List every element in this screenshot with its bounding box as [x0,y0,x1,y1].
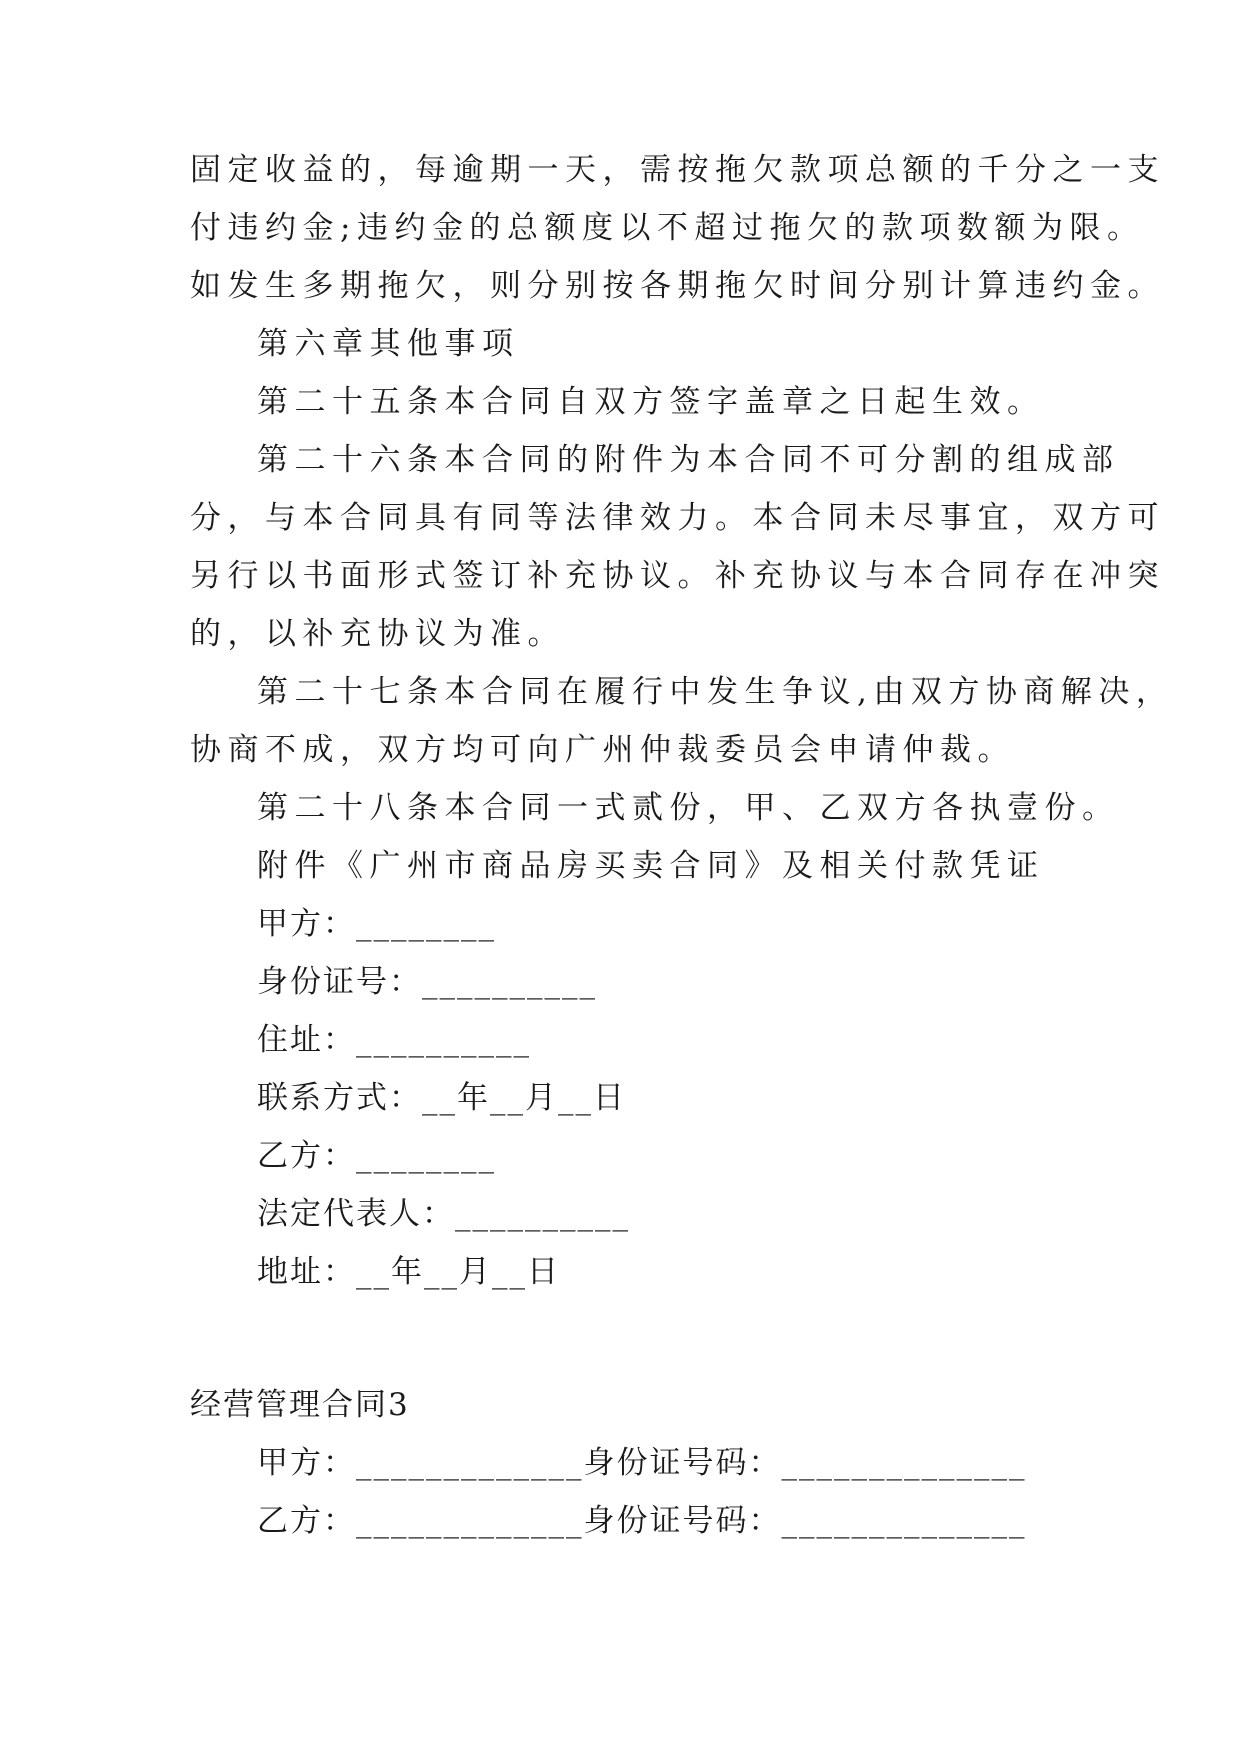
paragraph-line: 协商不成，双方均可向广州仲裁委员会申请仲裁。 [190,732,1015,768]
signature-id-number: 身份证号：__________ [257,964,597,1000]
paragraph-line: 第二十八条本合同一式贰份，甲、乙双方各执壹份。 [257,790,1120,826]
chapter-heading: 第六章其他事项 [257,326,520,362]
paragraph-line: 的，以补充协议为准。 [190,616,565,652]
paragraph-line: 第二十五条本合同自双方签字盖章之日起生效。 [257,384,1045,420]
paragraph-line: 付违约金;违约金的总额度以不超过拖欠的款项数额为限。 [190,210,1145,246]
signature-party-b: 乙方：________ [257,1138,496,1174]
party-a-line: 甲方：_____________身份证号码：______________ [257,1445,1027,1481]
paragraph-line: 分，与本合同具有同等法律效力。本合同未尽事宜，双方可 [190,500,1165,536]
section-title: 经营管理合同3 [190,1387,410,1423]
party-b-line: 乙方：_____________身份证号码：______________ [257,1503,1027,1539]
paragraph-line: 第二十六条本合同的附件为本合同不可分割的组成部 [257,442,1120,478]
paragraph-line: 第二十七条本合同在履行中发生争议,由双方协商解决， [257,674,1174,710]
paragraph-line: 如发生多期拖欠，则分别按各期拖欠时间分别计算违约金。 [190,268,1165,304]
paragraph-line: 附件《广州市商品房买卖合同》及相关付款凭证 [257,848,1045,884]
signature-address: 住址：__________ [257,1022,531,1058]
signature-contact: 联系方式：__年__月__日 [257,1080,626,1116]
paragraph-line: 另行以书面形式签订补充协议。补充协议与本合同存在冲突 [190,558,1165,594]
signature-party-a: 甲方：________ [257,906,496,942]
paragraph-line: 固定收益的，每逾期一天，需按拖欠款项总额的千分之一支 [190,152,1165,188]
signature-legal-rep: 法定代表人：__________ [257,1196,630,1232]
signature-location-date: 地址：__年__月__日 [257,1254,560,1290]
